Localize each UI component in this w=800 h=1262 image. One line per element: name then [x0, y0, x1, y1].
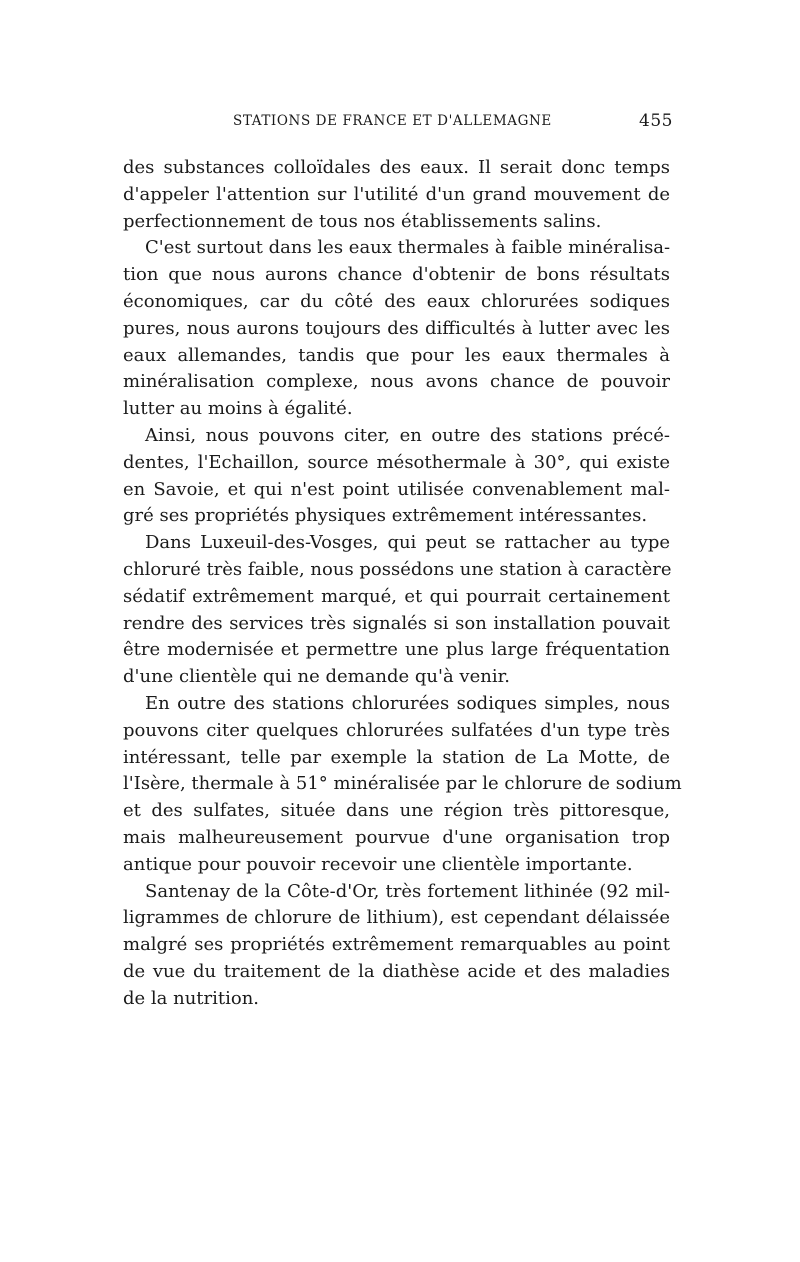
text-line: pures, nous aurons toujours des difficultés à lutter avec les: [123, 317, 670, 339]
text-line: C'est surtout dans les eaux thermales à faible minéralisa-: [145, 237, 671, 259]
text-line: Santenay de la Côte-d'Or, très fortement lithinée (92 mil-: [145, 880, 670, 902]
text-line: sédatif extrêmement marqué, et qui pourrait certainement: [123, 585, 670, 607]
text-line: eaux allemandes, tandis que pour les eaux thermales à: [123, 344, 670, 366]
text-line: être modernisée et permettre une plus large fréquentation: [123, 639, 670, 661]
text-line: et des sulfates, située dans une région très pittoresque,: [123, 800, 670, 822]
text-line: Ainsi, nous pouvons citer, en outre des stations précé-: [145, 424, 670, 446]
paragraph: [123, 235, 670, 423]
text-line: pouvons citer quelques chlorurées sulfatées d'un type très: [123, 719, 670, 741]
text-line: en Savoie, et qui n'est point utilisée convenablement mal-: [123, 478, 670, 500]
text-line: des substances colloïdales des eaux. Il serait donc temps: [123, 157, 670, 178]
running-title: STATIONS DE FRANCE ET D'ALLEMAGNE: [233, 113, 552, 129]
text-line: dentes, l'Echaillon, source mésothermale à 30°, qui existe: [123, 451, 670, 473]
text-line: gré ses propriétés physiques extrêmement intéressantes.: [123, 505, 648, 527]
text-line: d'une clientèle qui ne demande qu'à venir.: [123, 666, 510, 688]
text-line: d'appeler l'attention sur l'utilité d'un grand mouvement de: [123, 183, 670, 205]
text-line: économiques, car du côté des eaux chlorurées sodiques: [123, 290, 670, 312]
text-line: En outre des stations chlorurées sodiques simples, nous: [145, 692, 670, 714]
text-line: antique pour pouvoir recevoir une clientèle importante.: [123, 853, 633, 875]
paragraph: [123, 423, 670, 530]
paragraph: [123, 879, 670, 1013]
book-page: [123, 111, 682, 1013]
text-line: de la nutrition.: [123, 987, 260, 1009]
text-line: minéralisation complexe, nous avons chance de pouvoir: [123, 371, 670, 393]
paragraph: [123, 691, 682, 879]
text-line: intéressant, telle par exemple la station de La Motte, de: [123, 746, 670, 768]
text-line: tion que nous aurons chance d'obtenir de bons résultats: [123, 264, 670, 286]
text-line: lutter au moins à égalité.: [123, 398, 353, 420]
text-line: Dans Luxeuil-des-Vosges, qui peut se rattacher au type: [145, 532, 670, 554]
paragraph: [123, 155, 670, 235]
text-line: de vue du traitement de la diathèse acide et des maladies: [123, 960, 670, 982]
page-header: [123, 111, 673, 135]
text-line: chloruré très faible, nous possédons une station à caractère: [123, 558, 672, 580]
body-text: [123, 155, 682, 1013]
text-line: rendre des services très signalés si son installation pouvait: [123, 612, 670, 634]
text-line: l'Isère, thermale à 51° minéralisée par le chlorure de sodium: [123, 773, 682, 795]
text-line: ligrammes de chlorure de lithium), est cependant délaissée: [123, 907, 670, 929]
text-line: perfectionnement de tous nos établissements salins.: [123, 210, 602, 232]
text-line: mais malheureusement pourvue d'une organisation trop: [123, 826, 670, 848]
text-line: malgré ses propriétés extrêmement remarquables au point: [123, 934, 670, 956]
page-number: 455: [639, 111, 673, 131]
paragraph: [123, 530, 670, 691]
